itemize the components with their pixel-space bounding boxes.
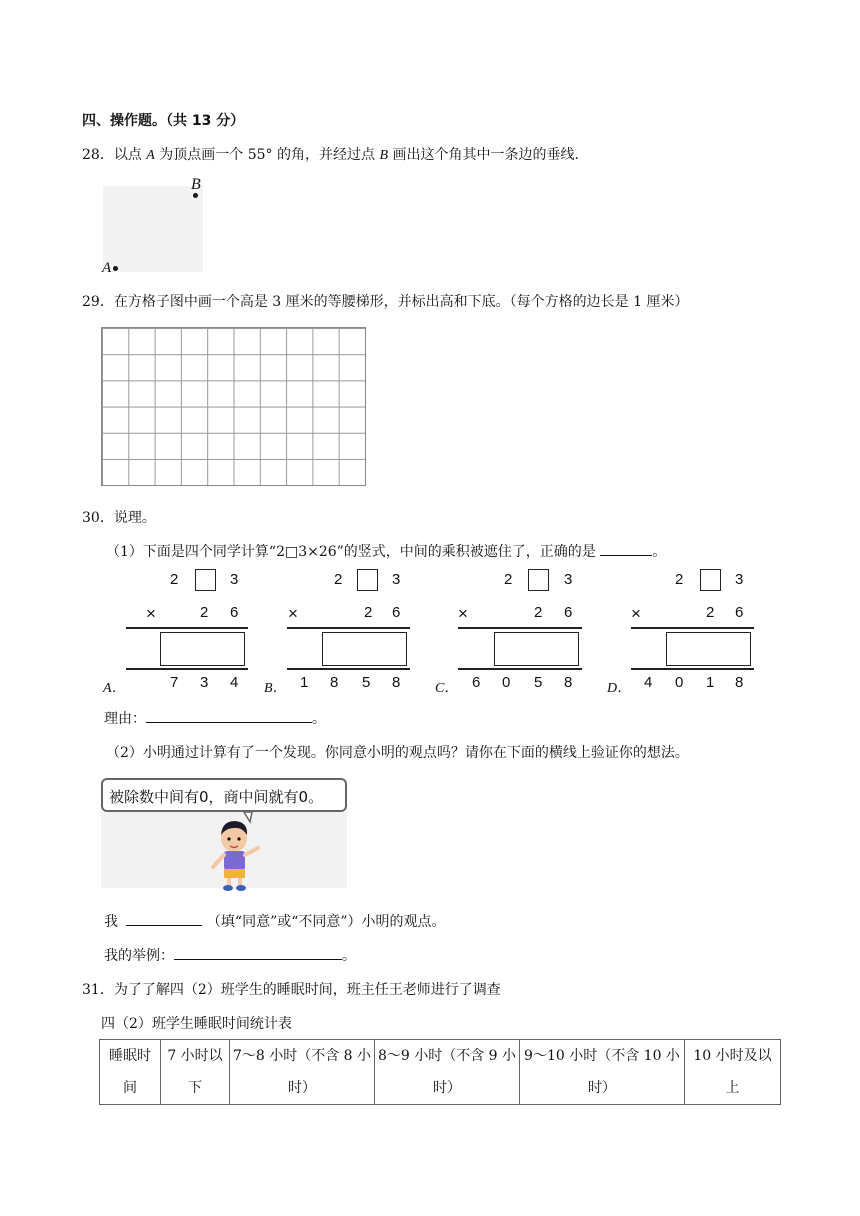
question-number: 31． [82, 982, 114, 998]
point-a-ref: A [146, 148, 155, 163]
hidden-digit-box [357, 569, 378, 591]
point-a-label: A [102, 260, 112, 276]
boy-icon [200, 808, 280, 892]
question-text: 在方格子图中画一个高是 3 厘米的等腰梯形，并标出高和下底。（每个方格的边长是 1 厘米） [113, 294, 689, 310]
sleep-time-table [99, 1039, 781, 1105]
header-cell: 10 小时及以 上 [685, 1040, 781, 1105]
digit: 2 [504, 571, 513, 588]
question-31 [82, 979, 501, 999]
times-sign: × [146, 604, 156, 623]
agree-blank[interactable] [126, 911, 202, 926]
option-label: A． [103, 681, 126, 696]
rule-line [631, 668, 754, 670]
digit: 8 [330, 674, 339, 691]
digit: 6 [472, 674, 481, 691]
digit: 6 [564, 604, 573, 621]
digit: 5 [534, 674, 543, 691]
header-cell: 8～9 小时（不含 9 小 时） [375, 1040, 520, 1105]
point-a-dot [113, 266, 118, 271]
reason-blank[interactable] [146, 708, 312, 723]
question-text: 画出这个角其中一条边的垂线． [388, 147, 589, 163]
question-number: 30． [82, 510, 114, 526]
rule-line [631, 627, 754, 629]
part-1-prompt [106, 541, 666, 561]
covered-product-box [494, 632, 579, 666]
digit: 0 [675, 674, 684, 691]
speech-bubble: 被除数中间有0，商中间就有0。 [101, 778, 347, 812]
rule-line [458, 668, 582, 670]
header-cell: 睡眠时 间 [100, 1040, 161, 1105]
digit: 8 [392, 674, 401, 691]
digit: 3 [564, 571, 573, 588]
digit: 2 [200, 604, 209, 621]
reason-label: 理由： [104, 711, 146, 727]
punct: 。 [652, 544, 667, 560]
rule-line [287, 627, 410, 629]
rule-line [458, 627, 582, 629]
digit: 8 [735, 674, 744, 691]
covered-product-box [322, 632, 407, 666]
punct: 。 [312, 711, 326, 727]
option-label: C． [435, 681, 459, 696]
digit: 4 [644, 674, 653, 691]
rule-line [287, 668, 410, 670]
question-number: 29． [82, 294, 114, 310]
digit: 2 [364, 604, 373, 621]
question-30 [82, 507, 156, 527]
table-title: 四（2）班学生睡眠时间统计表 [101, 1016, 292, 1032]
times-sign: × [631, 604, 641, 623]
reason-row [104, 708, 326, 728]
answer-blank[interactable] [600, 541, 652, 556]
digit: 3 [392, 571, 401, 588]
agree-hint: （填“同意”或“不同意”）小明的观点。 [206, 914, 446, 930]
question-number: 28． [82, 147, 114, 163]
point-b-dot [193, 193, 198, 198]
digit: 2 [170, 571, 179, 588]
section-heading: 四、操作题。（共 13 分） [82, 113, 245, 129]
option-label: D． [607, 681, 632, 696]
digit: 2 [534, 604, 543, 621]
digit: 1 [706, 674, 715, 691]
question-title: 说理。 [113, 510, 156, 526]
example-blank[interactable] [174, 945, 342, 960]
header-cell: 7～8 小时（不含 8 小 时） [230, 1040, 375, 1105]
header-cell: 7 小时以 下 [161, 1040, 230, 1105]
digit: 6 [392, 604, 401, 621]
square-grid[interactable] [101, 327, 366, 486]
rule-line [126, 627, 248, 629]
digit: 3 [735, 571, 744, 588]
digit: 3 [200, 674, 209, 691]
digit: 6 [735, 604, 744, 621]
header-cell: 9～10 小时（不含 10 小 时） [520, 1040, 685, 1105]
digit: 1 [300, 674, 309, 691]
point-b-label: B [191, 176, 201, 193]
punct: 。 [342, 948, 356, 964]
part-2-prompt: （2）小明通过计算有了一个发现。你同意小明的观点吗？请你在下面的横线上验证你的想法。 [106, 745, 689, 761]
drawing-area[interactable] [103, 186, 203, 272]
example-row [104, 945, 356, 965]
point-b-ref: B [379, 148, 389, 163]
option-label: B． [264, 681, 287, 696]
times-sign: × [458, 604, 468, 623]
agree-label: 我 [104, 914, 118, 930]
agree-row [104, 911, 446, 931]
question-28 [82, 144, 588, 164]
hidden-digit-box [700, 569, 721, 591]
digit: 2 [675, 571, 684, 588]
question-29 [82, 291, 688, 311]
digit: 3 [230, 571, 239, 588]
digit: 8 [564, 674, 573, 691]
covered-product-box [160, 632, 245, 666]
rule-line [126, 668, 248, 670]
digit: 6 [230, 604, 239, 621]
table-header-row [100, 1040, 781, 1105]
example-label: 我的举例： [104, 948, 174, 964]
part-1-text: （1）下面是四个同学计算“2□3×26”的竖式，中间的乘积被遮住了，正确的是 [106, 544, 596, 560]
question-text: 为了了解四（2）班学生的睡眠时间，班主任王老师进行了调查 [113, 982, 501, 998]
digit: 0 [502, 674, 511, 691]
digit: 2 [334, 571, 343, 588]
question-text: 为顶点画一个 55° 的角，并经过点 [154, 147, 380, 163]
digit: 5 [362, 674, 371, 691]
times-sign: × [288, 604, 298, 623]
digit: 4 [230, 674, 239, 691]
hidden-digit-box [528, 569, 549, 591]
question-text: 以点 [113, 147, 147, 163]
covered-product-box [666, 632, 751, 666]
digit: 2 [706, 604, 715, 621]
hidden-digit-box [195, 569, 216, 591]
digit: 7 [170, 674, 179, 691]
